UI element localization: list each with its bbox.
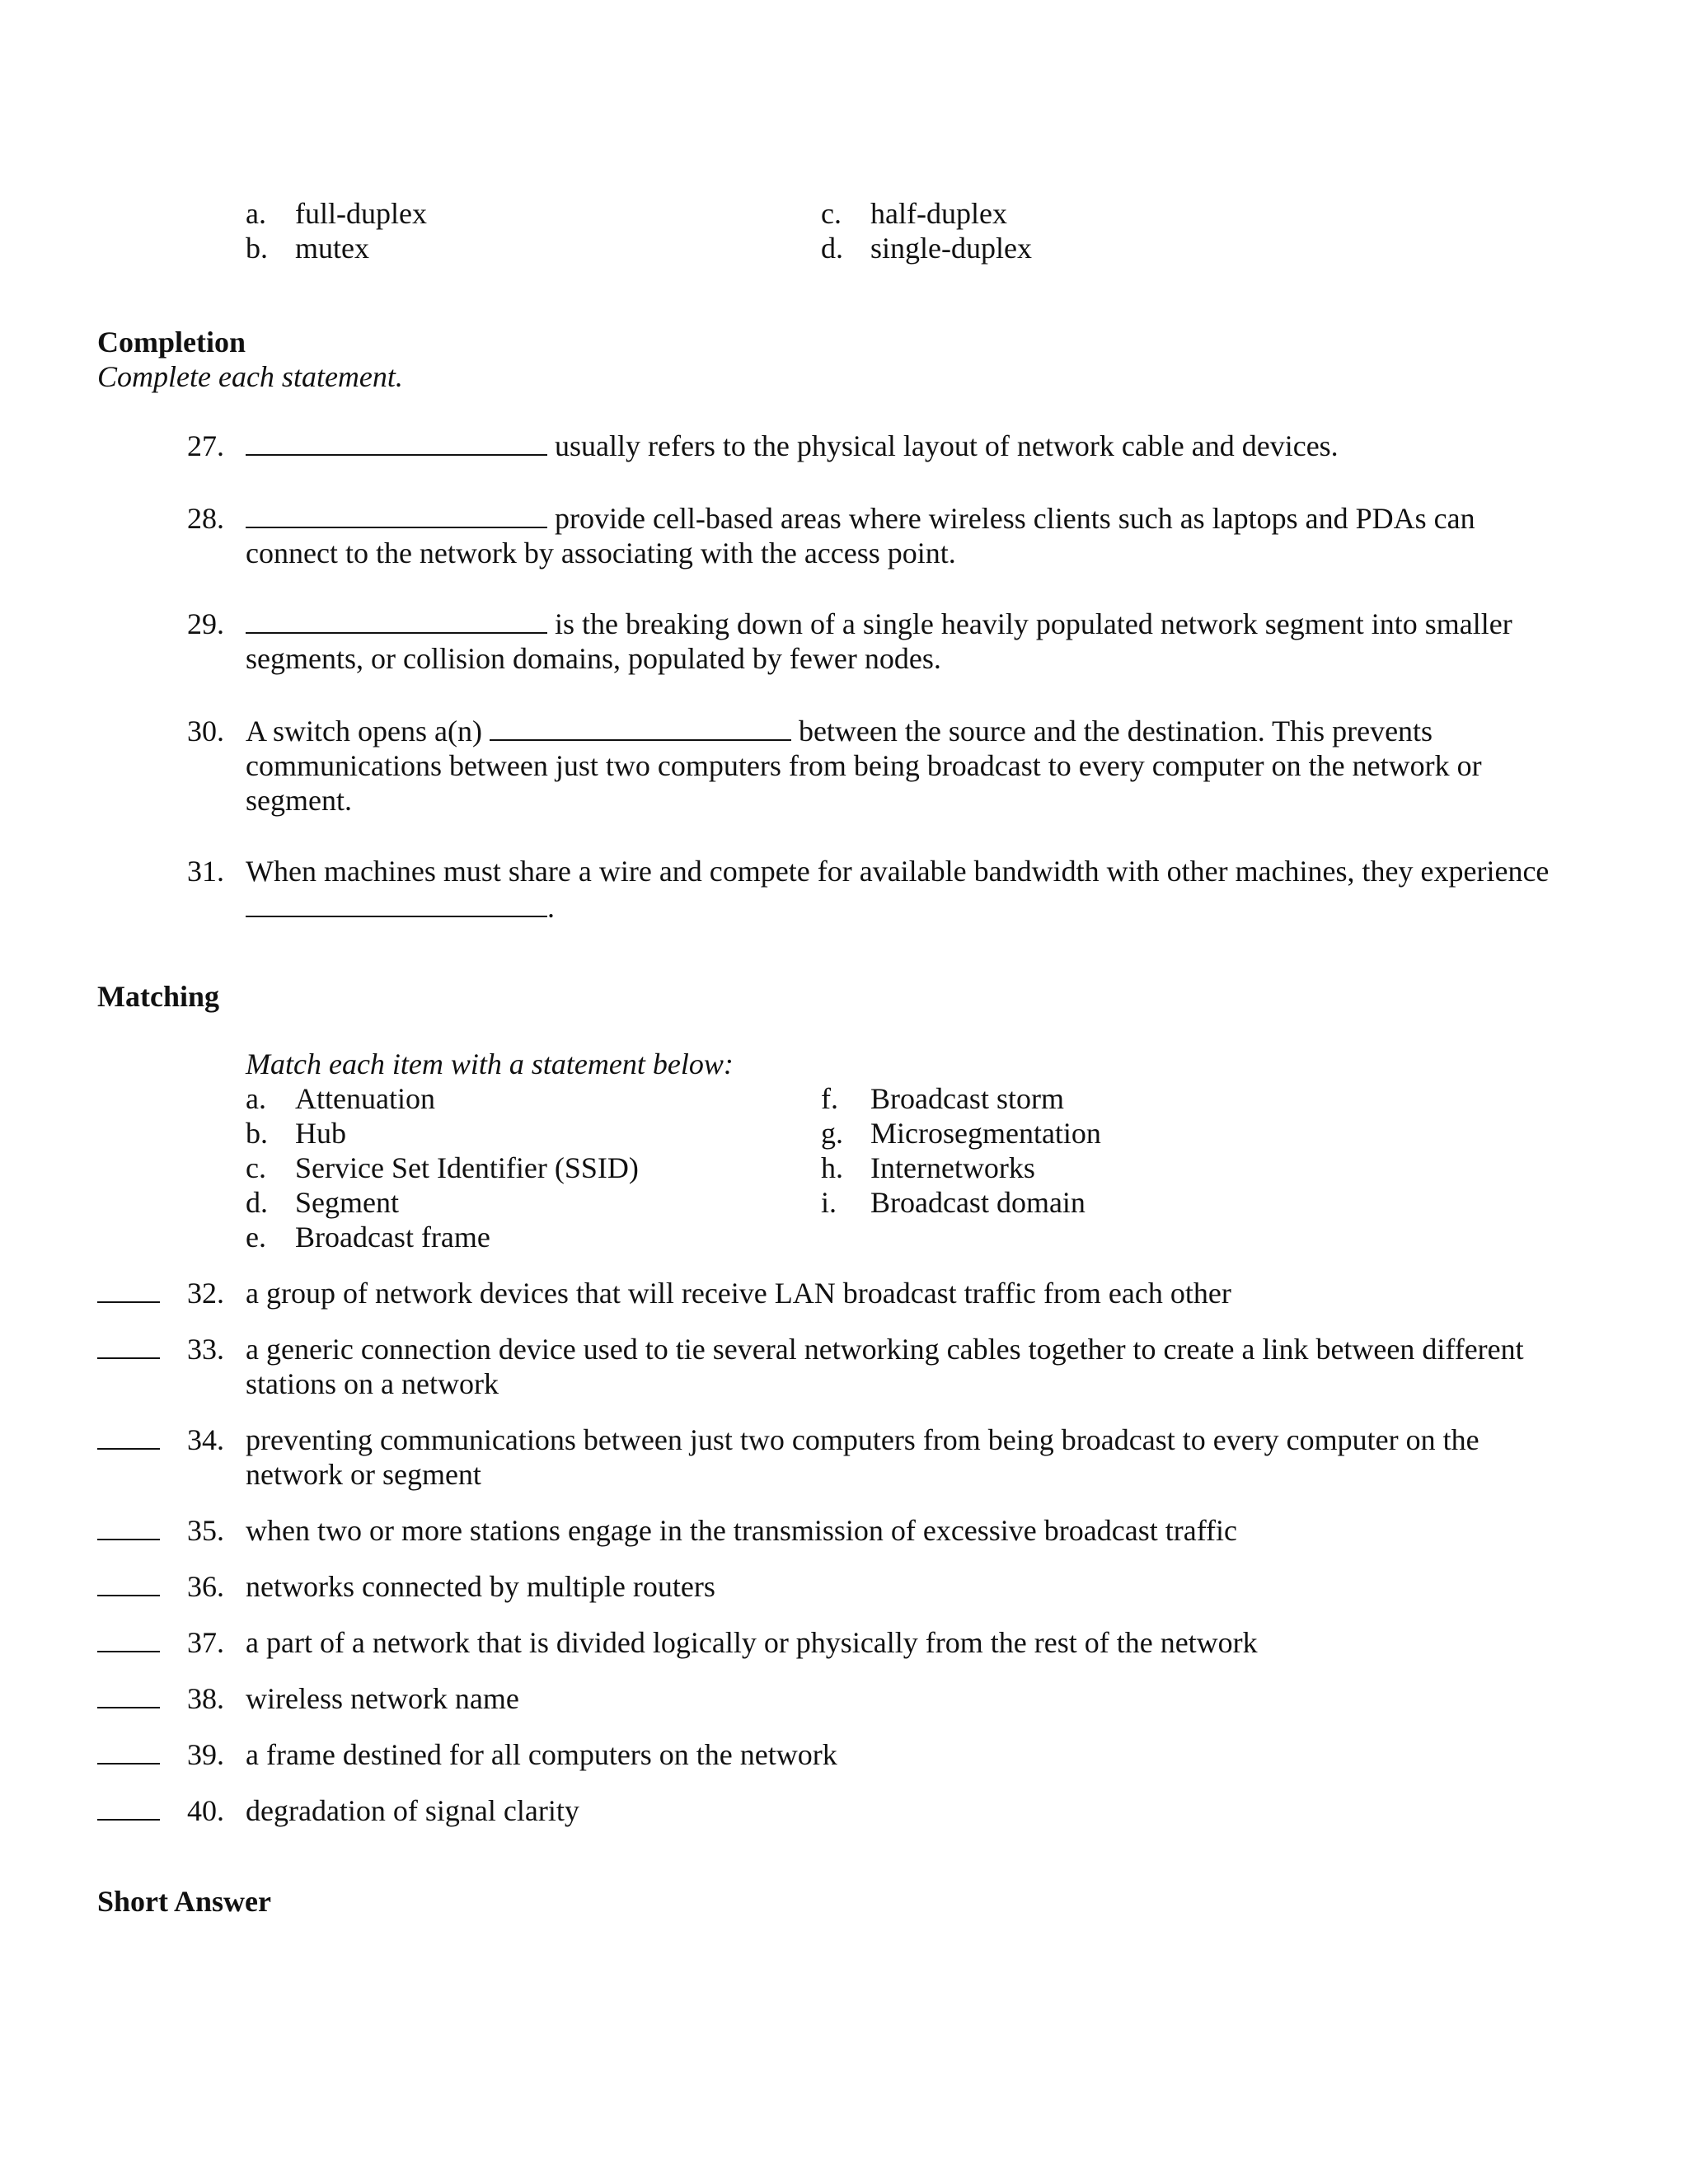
choice-d — [821, 231, 1032, 265]
question-number: 39. — [187, 1738, 224, 1771]
matching-instructions: Match each item with a statement below: — [246, 1047, 734, 1080]
option-letter: d. — [246, 1186, 268, 1219]
completion-heading: Completion — [97, 326, 246, 359]
question-continuation: communications between just two computers from being broadcast to every computer on the network or — [246, 749, 1482, 782]
matching-option-a — [246, 1081, 435, 1116]
matching-option-g — [821, 1116, 1101, 1151]
matching-option-h — [821, 1151, 1035, 1185]
question-number: 30. — [187, 715, 224, 748]
question-text: . — [547, 891, 555, 924]
question-text: a frame destined for all computers on the network — [246, 1738, 837, 1771]
option-text: Hub — [295, 1117, 346, 1150]
choice-letter: d. — [821, 232, 843, 265]
question-number: 40. — [187, 1794, 224, 1827]
matching-question-33 — [0, 1332, 1688, 1366]
question-number: 29. — [187, 607, 224, 640]
question-continuation: stations on a network — [246, 1367, 499, 1400]
option-letter: e. — [246, 1221, 266, 1254]
choice-letter: b. — [246, 232, 268, 265]
answer-blank[interactable] — [490, 715, 791, 741]
choice-text: full-duplex — [295, 197, 427, 230]
completion-question-28 — [0, 501, 1688, 536]
question-text: networks connected by multiple routers — [246, 1570, 715, 1603]
choice-b — [246, 231, 369, 265]
matching-question-40 — [0, 1793, 1688, 1828]
matching-question-38 — [0, 1681, 1688, 1716]
matching-option-c — [246, 1151, 639, 1185]
question-continuation: network or segment — [246, 1458, 481, 1491]
question-text: is the breaking down of a single heavily populated network segment into smaller — [547, 607, 1512, 640]
option-text: Broadcast storm — [870, 1082, 1064, 1115]
matching-option-f — [821, 1081, 1064, 1116]
answer-blank[interactable] — [246, 502, 547, 528]
answer-blank[interactable] — [97, 1626, 160, 1652]
option-text: Microsegmentation — [870, 1117, 1101, 1150]
question-number: 27. — [187, 429, 224, 462]
completion-question-30 — [0, 714, 1688, 748]
answer-blank[interactable] — [97, 1514, 160, 1540]
question-text: provide cell-based areas where wireless clients such as laptops and PDAs can — [547, 502, 1475, 535]
matching-option-d — [246, 1185, 399, 1220]
question-text: degradation of signal clarity — [246, 1794, 579, 1827]
question-number: 34. — [187, 1423, 224, 1456]
option-letter: b. — [246, 1117, 268, 1150]
choice-text: half-duplex — [870, 197, 1007, 230]
completion-question-27 — [0, 429, 1688, 463]
question-text: usually refers to the physical layout of network cable and devices. — [547, 429, 1339, 462]
answer-blank[interactable] — [246, 891, 547, 917]
question-text: wireless network name — [246, 1682, 519, 1715]
question-text: a part of a network that is divided logically or physically from the rest of the network — [246, 1626, 1258, 1659]
answer-blank[interactable] — [97, 1682, 160, 1708]
question-number: 31. — [187, 855, 224, 888]
answer-blank[interactable] — [246, 607, 547, 634]
question-text: When machines must share a wire and compete for available bandwidth with other machines, they experience — [246, 855, 1550, 888]
question-text: between the source and the destination. This prevents — [790, 715, 1433, 748]
option-letter: c. — [246, 1151, 266, 1184]
short-answer-heading: Short Answer — [97, 1885, 272, 1918]
matching-question-39 — [0, 1737, 1688, 1772]
option-text: Broadcast domain — [870, 1186, 1085, 1219]
choice-c — [821, 196, 1007, 231]
answer-blank[interactable] — [246, 429, 547, 456]
question-number: 33. — [187, 1333, 224, 1366]
completion-question-31 — [0, 854, 1688, 888]
choice-text: mutex — [295, 232, 369, 265]
matching-option-b — [246, 1116, 346, 1151]
answer-blank[interactable] — [97, 1738, 160, 1765]
matching-question-32 — [0, 1276, 1688, 1310]
choice-text: single-duplex — [870, 232, 1032, 265]
matching-question-36 — [0, 1569, 1688, 1604]
matching-option-i — [821, 1185, 1085, 1220]
question-text: a group of network devices that will receive LAN broadcast traffic from each other — [246, 1277, 1231, 1310]
question-number: 38. — [187, 1682, 224, 1715]
choice-a — [246, 196, 427, 231]
matching-question-35 — [0, 1513, 1688, 1548]
option-letter: a. — [246, 1082, 266, 1115]
question-text: A switch opens a(n) — [246, 715, 490, 748]
question-text: preventing communications between just two computers from being broadcast to every computer on the — [246, 1423, 1479, 1456]
question-text: a generic connection device used to tie several networking cables together to create a link between different — [246, 1333, 1524, 1366]
answer-blank[interactable] — [97, 1423, 160, 1450]
question-continuation: segment. — [246, 784, 352, 817]
option-text: Internetworks — [870, 1151, 1035, 1184]
question-number: 35. — [187, 1514, 224, 1547]
matching-question-34 — [0, 1422, 1688, 1457]
option-text: Segment — [295, 1186, 399, 1219]
option-letter: i. — [821, 1186, 837, 1219]
answer-blank[interactable] — [97, 1333, 160, 1359]
matching-question-37 — [0, 1625, 1688, 1660]
option-text: Broadcast frame — [295, 1221, 490, 1254]
option-letter: g. — [821, 1117, 843, 1150]
option-letter: h. — [821, 1151, 843, 1184]
option-letter: f. — [821, 1082, 838, 1115]
answer-blank[interactable] — [97, 1794, 160, 1821]
matching-heading: Matching — [97, 980, 219, 1013]
question-text: when two or more stations engage in the transmission of excessive broadcast traffic — [246, 1514, 1237, 1547]
question-31-answer-line — [246, 890, 555, 925]
answer-blank[interactable] — [97, 1277, 160, 1303]
answer-blank[interactable] — [97, 1570, 160, 1596]
completion-instructions: Complete each statement. — [97, 360, 403, 393]
question-number: 37. — [187, 1626, 224, 1659]
choice-letter: c. — [821, 197, 842, 230]
question-continuation: connect to the network by associating with the access point. — [246, 537, 956, 569]
question-number: 32. — [187, 1277, 224, 1310]
option-text: Attenuation — [295, 1082, 435, 1115]
question-number: 28. — [187, 502, 224, 535]
question-number: 36. — [187, 1570, 224, 1603]
choice-letter: a. — [246, 197, 266, 230]
matching-option-e — [246, 1220, 490, 1254]
question-continuation: segments, or collision domains, populated by fewer nodes. — [246, 642, 941, 675]
option-text: Service Set Identifier (SSID) — [295, 1151, 639, 1184]
completion-question-29 — [0, 607, 1688, 641]
